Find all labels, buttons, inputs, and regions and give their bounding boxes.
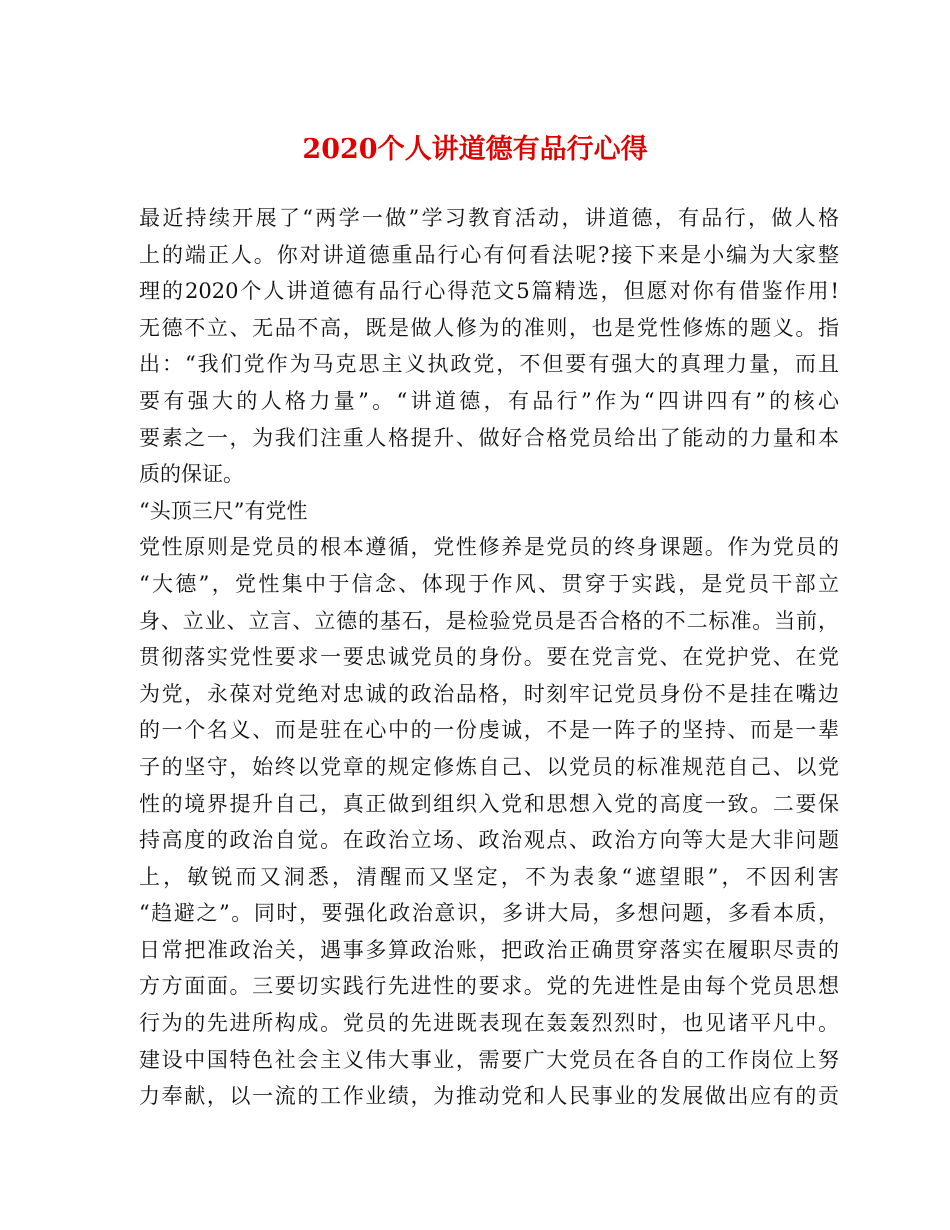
body-line: 力奉献，以一流的工作业绩，为推动党和人民事业的发展做出应有的贡 <box>139 1084 839 1109</box>
body-line: 的一个名义、而是驻在心中的一份虔诚，不是一阵子的坚持、而是一辈 <box>139 718 839 743</box>
body-line: 上的端正人。你对讲道德重品行心有何看法呢?接下来是小编为大家整 <box>139 242 839 267</box>
body-line: 质的保证。 <box>139 462 244 487</box>
body-line: 行为的先进所构成。党员的先进既表现在轰轰烈烈时，也见诸平凡中。 <box>139 1011 839 1036</box>
body-line: 方方面面。三要切实践行先进性的要求。党的先进性是由每个党员思想 <box>139 974 839 999</box>
body-line: 贯彻落实党性要求一要忠诚党员的身份。要在党言党、在党护党、在党 <box>139 645 839 670</box>
body-line: 无德不立、无品不高，既是做人修为的准则，也是党性修炼的题义。指 <box>139 315 839 340</box>
body-line: 子的坚守，始终以党章的规定修炼自己、以党员的标准规范自己、以党 <box>139 754 839 779</box>
body-line: “趋避之”。同时，要强化政治意识，多讲大局，多想问题，多看本质， <box>139 901 839 926</box>
body-line: 身、立业、立言、立德的基石，是检验党员是否合格的不二标准。当前， <box>139 608 839 633</box>
body-line: 党性原则是党员的根本遵循，党性修养是党员的终身课题。作为党员的 <box>139 535 839 560</box>
document-body <box>139 200 839 1115</box>
body-line: 上，敏锐而又洞悉，清醒而又坚定，不为表象“遮望眼”，不因利害 <box>139 864 839 889</box>
body-line: 为党，永葆对党绝对忠诚的政治品格，时刻牢记党员身份不是挂在嘴边 <box>139 681 839 706</box>
body-line: “大德”，党性集中于信念、体现于作风、贯穿于实践，是党员干部立 <box>139 571 839 596</box>
body-line: 理的2020个人讲道德有品行心得范文5篇精选，但愿对你有借鉴作用! <box>139 279 839 304</box>
body-line: 最近持续开展了“两学一做”学习教育活动，讲道德，有品行，做人格 <box>139 206 839 230</box>
document-title: 2020个人讲道德有品行心得 <box>302 134 648 165</box>
body-line: 出：“我们党作为马克思主义执政党，不但要有强大的真理力量，而且 <box>139 352 839 377</box>
body-line: 要素之一，为我们注重人格提升、做好合格党员给出了能动的力量和本 <box>139 425 839 450</box>
body-line: 要有强大的人格力量”。“讲道德，有品行”作为“四讲四有”的核心 <box>139 388 839 413</box>
body-line: 建设中国特色社会主义伟大事业，需要广大党员在各自的工作岗位上努 <box>139 1047 839 1072</box>
body-line: 持高度的政治自觉。在政治立场、政治观点、政治方向等大是大非问题 <box>139 828 839 853</box>
section-heading: “头顶三尺”有党性 <box>139 498 308 523</box>
body-line: 日常把准政治关，遇事多算政治账，把政治正确贯穿落实在履职尽责的 <box>139 937 839 962</box>
body-line: 性的境界提升自己，真正做到组织入党和思想入党的高度一致。二要保 <box>139 791 839 816</box>
